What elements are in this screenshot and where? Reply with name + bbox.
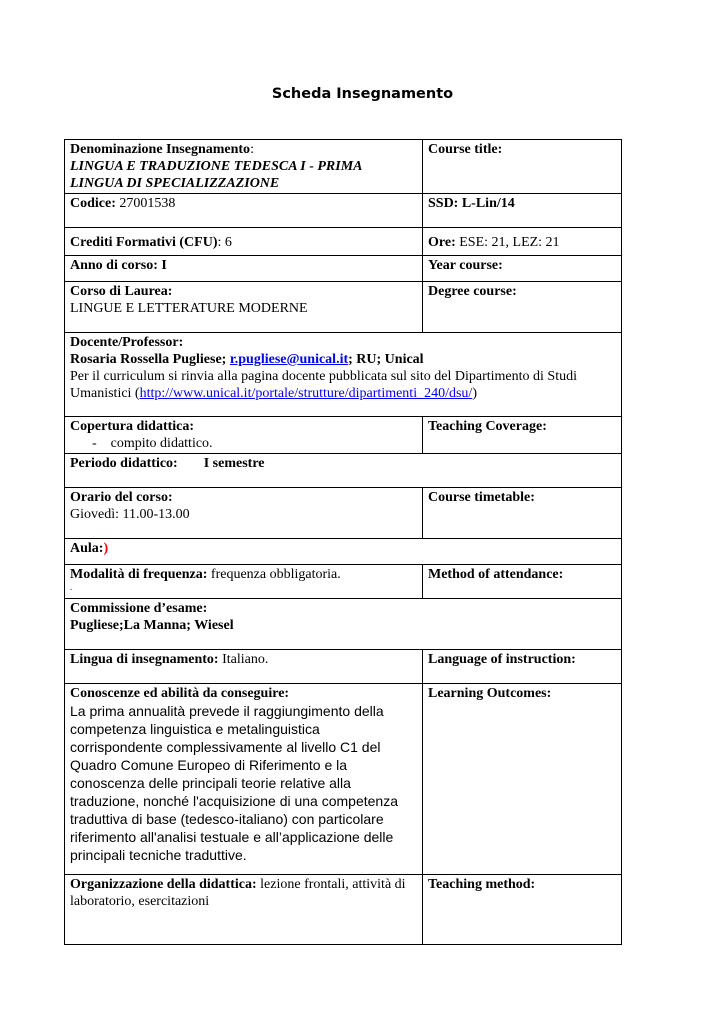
conoscenze-line-6: traduzione, nonché l'acquisizione di una competenza <box>70 793 399 809</box>
cell-orario <box>65 488 423 539</box>
row-lingua <box>65 650 622 684</box>
year-course-label: Year course: <box>428 258 503 273</box>
teaching-method-label: Teaching method: <box>428 877 536 892</box>
row-modalita <box>65 565 622 599</box>
docente-role: ; RU; Unical <box>348 352 424 367</box>
copertura-bullet <box>70 435 418 452</box>
lingua-label: Lingua di insegnamento: <box>70 652 219 667</box>
cell-codice <box>65 194 423 228</box>
row-docente <box>65 333 622 417</box>
anno-label: Anno di corso: I <box>70 258 167 273</box>
cell-modalita <box>65 565 423 599</box>
codice-value: 27001538 <box>115 196 176 211</box>
conoscenze-line-8: riferimento all'analisi testuale e all’applicazione delle <box>70 829 394 845</box>
row-commissione <box>65 599 622 650</box>
cell-course-title <box>423 140 622 194</box>
orario-label: Orario del corso: <box>70 490 173 505</box>
cell-teaching-coverage <box>423 417 622 454</box>
conoscenze-line-9: principali tecniche traduttive. <box>70 847 247 863</box>
ore-value: ESE: 21, LEZ: 21 <box>455 235 560 250</box>
modalita-label: Modalità di frequenza: <box>70 567 208 582</box>
cell-method-attendance <box>423 565 622 599</box>
aula-label: Aula: <box>70 541 104 556</box>
document-title: Scheda Insegnamento <box>271 86 454 102</box>
organizzazione-label: Organizzazione della didattica: <box>70 877 257 892</box>
method-attendance-label: Method of attendance: <box>428 567 564 582</box>
row-denominazione <box>65 140 622 194</box>
row-conoscenze <box>65 684 622 875</box>
cell-commissione <box>65 599 622 650</box>
orario-value: Giovedì: 11.00-13.00 <box>70 507 190 522</box>
modalita-value: frequenza obbligatoria. <box>207 567 341 582</box>
row-corso-laurea <box>65 282 622 333</box>
row-anno <box>65 256 622 282</box>
course-name-line2: LINGUA DI SPECIALIZZAZIONE <box>70 176 280 191</box>
cell-copertura <box>65 417 423 454</box>
course-name-line1: LINGUA E TRADUZIONE TEDESCA I - PRIMA <box>70 159 363 174</box>
cell-year-course <box>423 256 622 282</box>
corso-laurea-value: LINGUE E LETTERATURE MODERNE <box>70 301 308 316</box>
degree-course-label: Degree course: <box>428 284 517 299</box>
cell-ore <box>423 228 622 256</box>
codice-label: Codice: <box>70 196 116 211</box>
docente-note-prefix: Umanistici ( <box>70 386 140 401</box>
cell-learning-outcomes <box>423 684 622 875</box>
cell-crediti <box>65 228 423 256</box>
cell-anno <box>65 256 423 282</box>
course-sheet-table <box>64 139 622 945</box>
periodo-value: I semestre <box>203 456 265 471</box>
row-copertura <box>65 417 622 454</box>
docente-page-link[interactable]: http://www.unical.it/portale/strutture/dipartimenti_240/dsu/ <box>139 386 473 401</box>
commissione-value: Pugliese;La Manna; Wiesel <box>70 618 234 633</box>
periodo-label: Periodo didattico: <box>70 456 178 471</box>
row-codice <box>65 194 622 228</box>
denominazione-label: Denominazione Insegnamento <box>70 142 251 157</box>
lingua-value: Italiano. <box>218 652 269 667</box>
denominazione-heading <box>70 141 418 158</box>
row-periodo <box>65 454 622 488</box>
ssd-label: SSD: L-Lin/14 <box>428 196 515 211</box>
course-timetable-label: Course timetable: <box>428 490 535 505</box>
organizzazione-line1 <box>70 876 418 893</box>
conoscenze-line-1: La prima annualità prevede il raggiungimento della <box>70 703 384 719</box>
language-instruction-label: Language of instruction: <box>428 652 576 667</box>
docente-name: Rosaria Rossella Pugliese; <box>70 352 230 367</box>
cell-corso-laurea <box>65 282 423 333</box>
cell-degree-course <box>423 282 622 333</box>
cell-conoscenze <box>65 684 423 875</box>
conoscenze-line-2: competenza linguistica e metalinguistica <box>70 721 320 737</box>
organizzazione-value-1: lezione frontali, attività di <box>256 877 406 892</box>
learning-outcomes-label: Learning Outcomes: <box>428 686 552 701</box>
modalita-line <box>70 566 418 583</box>
docente-email-link[interactable]: r.pugliese@unical.it <box>229 352 349 367</box>
cell-organizzazione <box>65 875 423 945</box>
crediti-value: : 6 <box>217 235 232 250</box>
cell-teaching-method <box>423 875 622 945</box>
crediti-label: Crediti Formativi (CFU) <box>70 235 218 250</box>
conoscenze-line-7: traduttiva di base (tedesco-italiano) con particolare <box>70 811 384 827</box>
cell-denominazione <box>65 140 423 194</box>
row-organizzazione <box>65 875 622 945</box>
cell-docente <box>65 333 622 417</box>
cell-ssd <box>423 194 622 228</box>
ore-label: Ore: <box>428 235 456 250</box>
conoscenze-line-5: conoscenza delle principali teorie relative alla <box>70 775 351 791</box>
conoscenze-label: Conoscenze ed abilità da conseguire: <box>70 686 290 701</box>
docente-label: Docente/Professor: <box>70 335 184 350</box>
corso-laurea-label: Corso di Laurea: <box>70 284 173 299</box>
modalita-mark: . <box>70 582 73 592</box>
commissione-label: Commissione d’esame: <box>70 601 208 616</box>
row-crediti <box>65 228 622 256</box>
row-aula <box>65 539 622 565</box>
cell-lingua <box>65 650 423 684</box>
aula-value: ) <box>103 541 109 556</box>
teaching-coverage-label: Teaching Coverage: <box>428 419 547 434</box>
copertura-label: Copertura didattica: <box>70 419 195 434</box>
cell-language-instruction <box>423 650 622 684</box>
course-title-label: Course title: <box>428 142 503 157</box>
organizzazione-value-2: laboratorio, esercitazioni <box>70 894 210 909</box>
docente-note-line1: Per il curriculum si rinvia alla pagina docente pubblicata sul sito del Dipartimento di Studi <box>70 369 577 384</box>
copertura-bullet-text: compito didattico. <box>110 436 213 451</box>
conoscenze-line-3: corrispondente complessivamente al livello C1 del <box>70 739 381 755</box>
docente-name-line <box>70 351 617 368</box>
bullet-dash: - <box>92 436 97 451</box>
row-orario <box>65 488 622 539</box>
conoscenze-line-4: Quadro Comune Europeo di Riferimento e la <box>70 757 348 773</box>
cell-aula <box>65 539 622 565</box>
denominazione-sep: : <box>250 142 254 157</box>
docente-note-line2 <box>70 385 617 402</box>
cell-periodo <box>65 454 622 488</box>
docente-note-suffix: ) <box>472 386 477 401</box>
cell-course-timetable <box>423 488 622 539</box>
